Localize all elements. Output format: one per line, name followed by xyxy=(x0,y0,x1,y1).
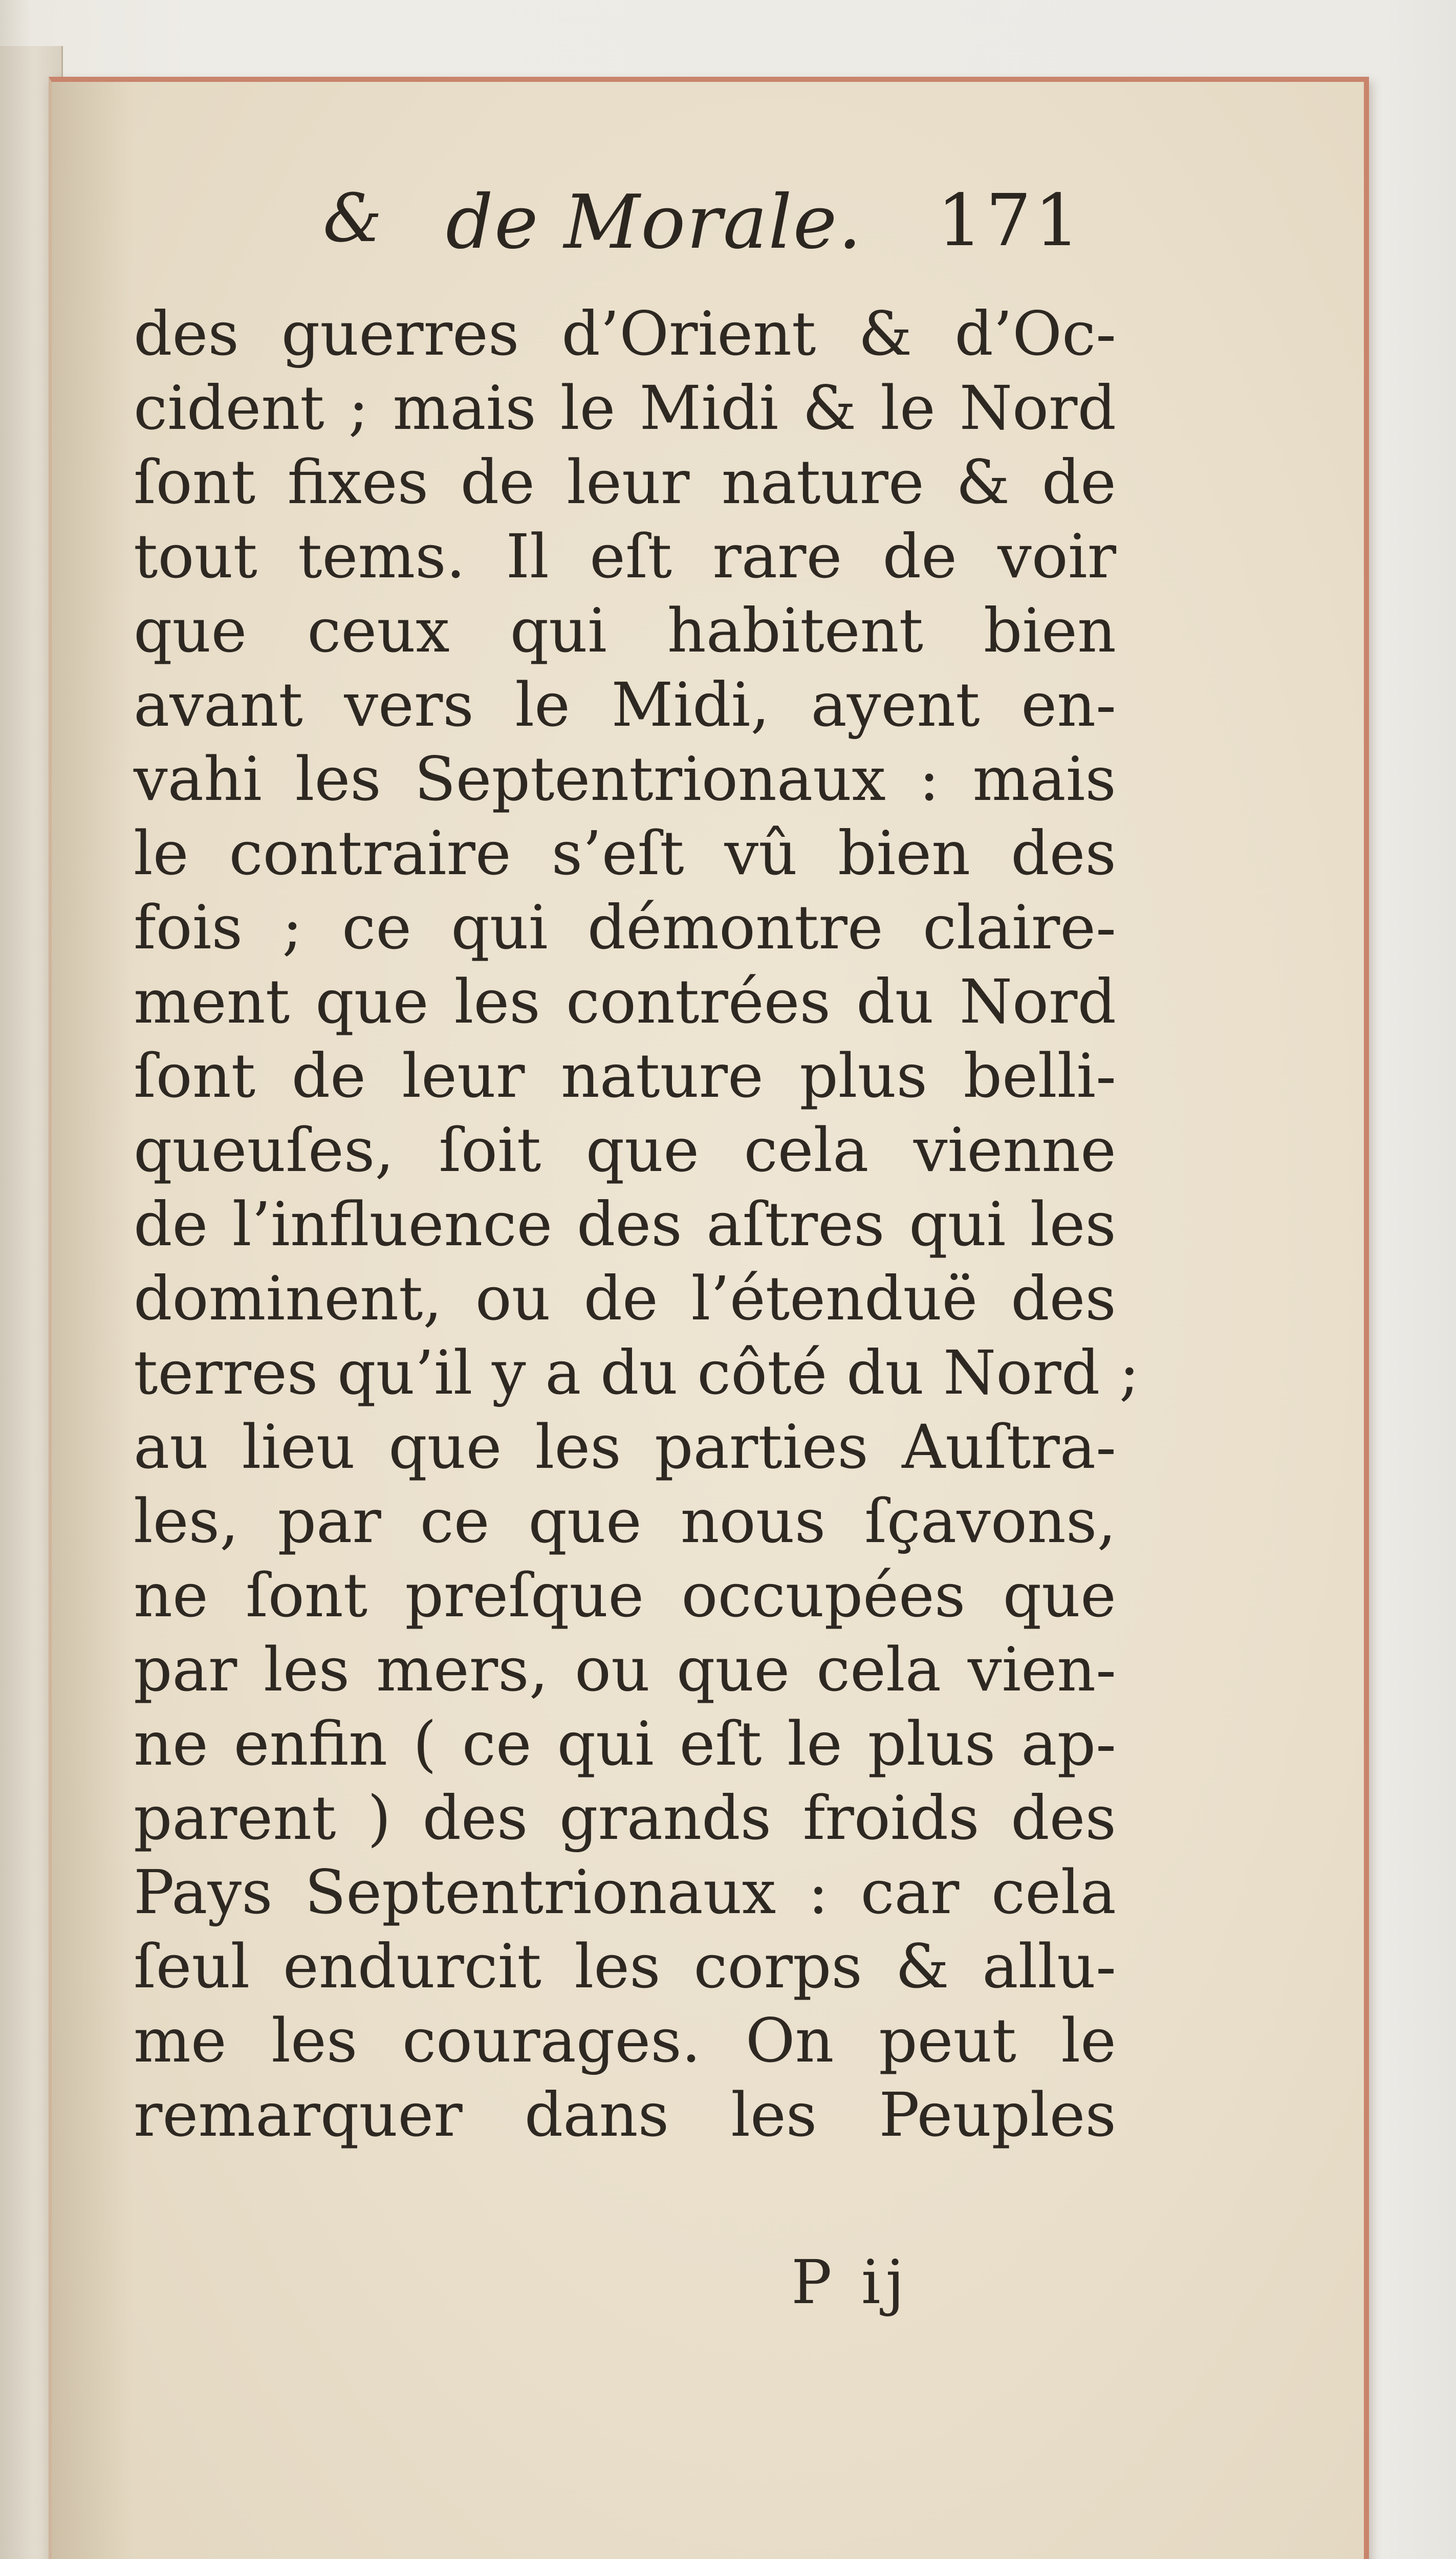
text-line: que ceux qui habitent bien xyxy=(134,595,1116,666)
text-line: avant vers le Midi, ayent en- xyxy=(134,669,1116,740)
text-line: Pays Septentrionaux : car cela xyxy=(134,1857,1116,1927)
text-line: cident ; mais le Midi & le Nord xyxy=(134,373,1116,443)
text-line: fois ; ce qui démontre claire- xyxy=(134,892,1116,963)
text-line: ne ſont preſque occupées que xyxy=(134,1560,1116,1631)
text-line: remarquer dans les Peuples xyxy=(134,2079,1116,2150)
text-line: queuſes, ſoit que cela vienne xyxy=(134,1115,1116,1185)
text-line: parent ) des grands froids des xyxy=(134,1783,1116,1853)
text-line: vahi les Septentrionaux : mais xyxy=(134,744,1116,814)
text-line: par les mers, ou que cela vien- xyxy=(134,1634,1116,1705)
book-page xyxy=(49,77,1369,2559)
text-line: ſeul endurcit les corps & allu- xyxy=(134,1931,1116,2002)
gutter-shadow xyxy=(52,82,134,2559)
page-header xyxy=(52,179,1372,281)
text-line: me les courages. On peut le xyxy=(134,2005,1116,2076)
text-line: le contraire s’eſt vû bien des xyxy=(134,818,1116,888)
text-line: ſont fixes de leur nature & de xyxy=(134,447,1116,517)
text-line: de l’influence des aſtres qui les xyxy=(134,1189,1116,1260)
text-line: des guerres d’Orient & d’Oc- xyxy=(134,298,1116,369)
text-line: dominent, ou de l’étenduë des xyxy=(134,1263,1116,1334)
text-line: ne enfin ( ce qui eſt le plus ap- xyxy=(134,1708,1116,1779)
text-line: ſont de leur nature plus belli- xyxy=(134,1040,1116,1111)
text-line: tout tems. Il eſt rare de voir xyxy=(134,521,1116,592)
running-title: de Morale. xyxy=(446,179,863,266)
page-number: 171 xyxy=(937,179,1083,263)
text-line: terres qu’il y a du côté du Nord ; xyxy=(134,1337,1140,1408)
body-text xyxy=(134,297,1140,2152)
ampersand-ornament: & xyxy=(323,179,382,257)
signature-mark: P ij xyxy=(791,2247,910,2317)
text-line: les, par ce que nous ſçavons, xyxy=(134,1486,1116,1556)
text-line: au lieu que les parties Auſtra- xyxy=(134,1412,1116,1482)
text-line: ment que les contrées du Nord xyxy=(134,966,1116,1037)
